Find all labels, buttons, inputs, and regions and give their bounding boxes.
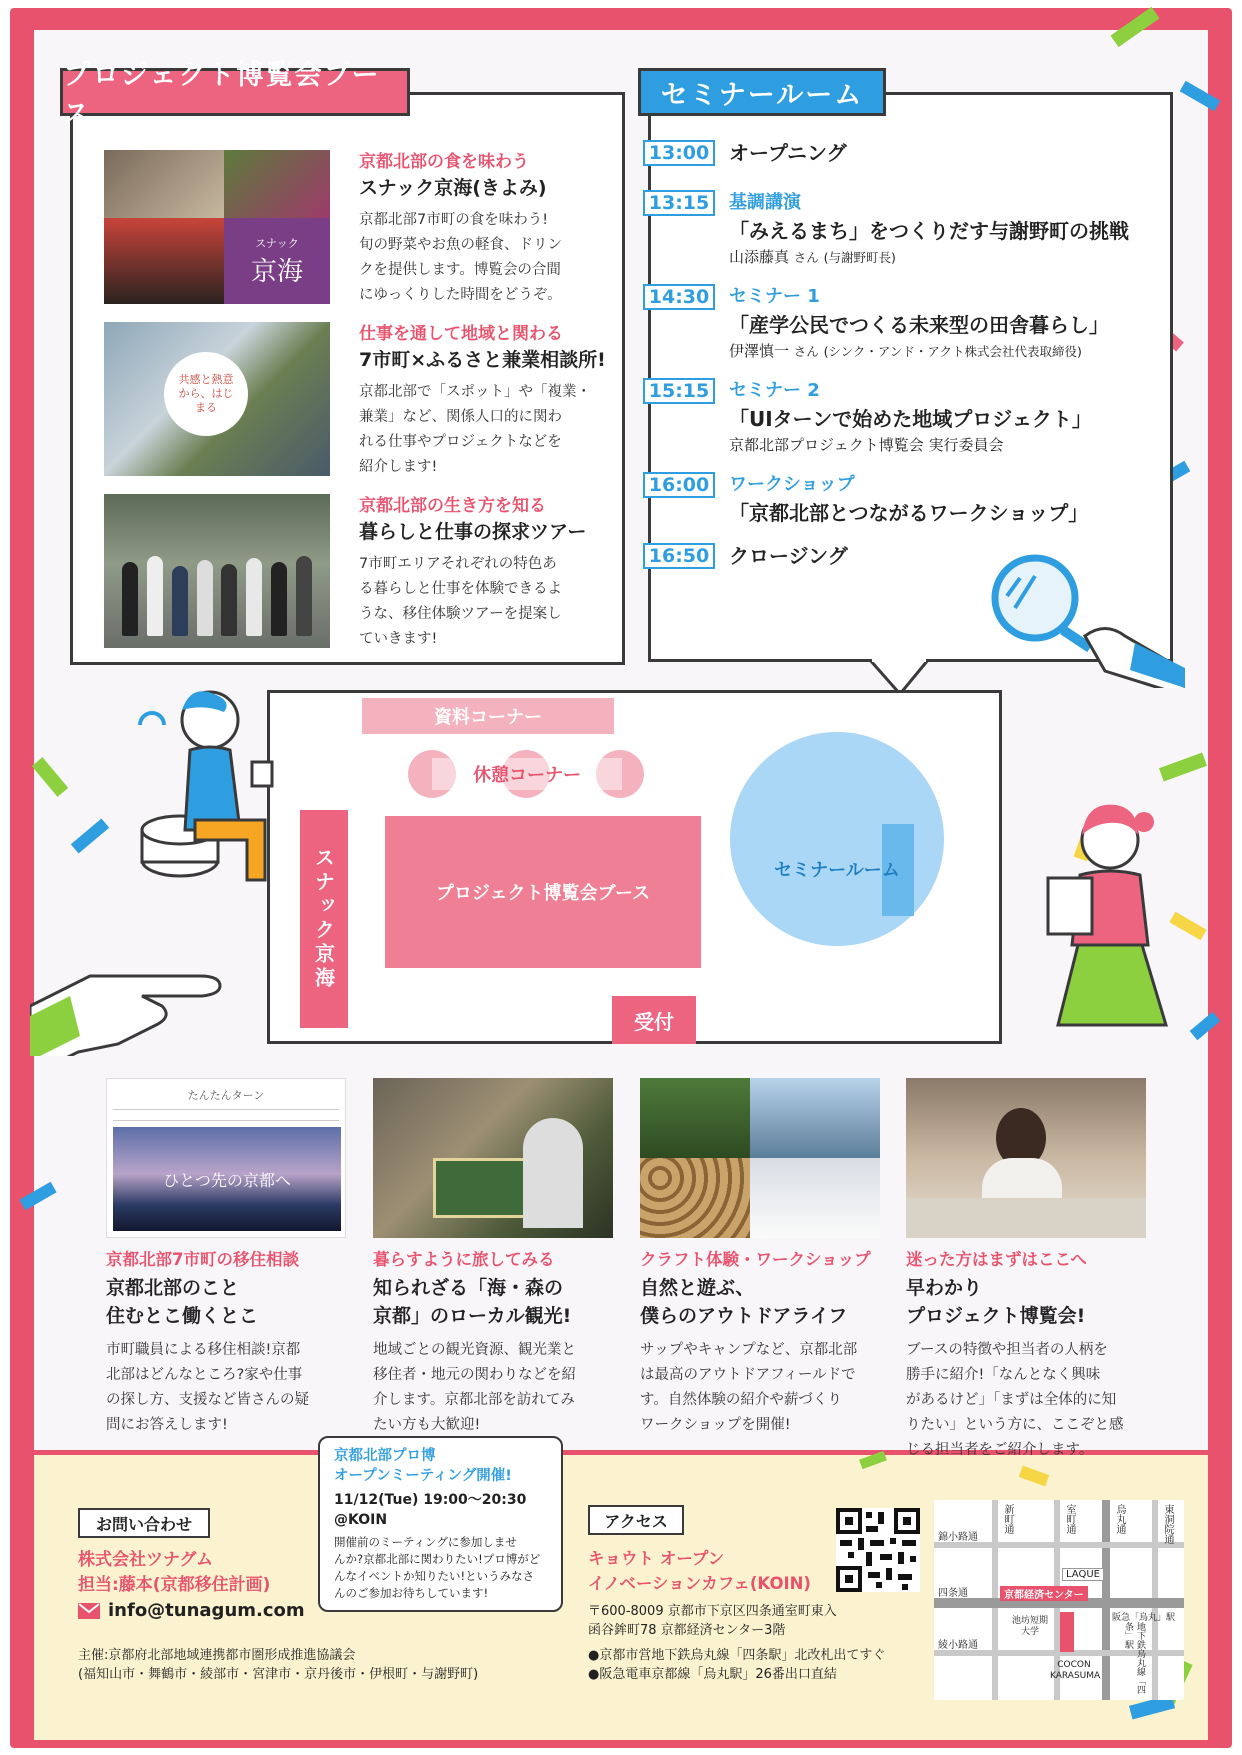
event-body-line: サップやキャンプなど、京都北部 xyxy=(640,1342,858,1358)
woman-clipboard-illustration xyxy=(1040,780,1180,1040)
event-body-line: 介します。京都北部を訪れてみ xyxy=(373,1392,575,1408)
schedule-label: オープニング xyxy=(729,141,847,165)
schedule-label: クロージング xyxy=(729,544,848,568)
meeting-body-line: んのご参加お待ちしています! xyxy=(334,1586,489,1600)
time-badge: 14:30 xyxy=(643,284,715,310)
map-zone-materials: 資料コーナー xyxy=(362,698,614,734)
time-badge: 15:15 xyxy=(643,378,715,404)
tour-body-line: うな、移住体験ツアーを提案し xyxy=(359,606,562,622)
time-badge: 16:50 xyxy=(643,543,715,569)
meeting-body-line: 開催前のミーティングに参加しませ xyxy=(334,1535,517,1549)
event-title-line: 京都」のローカル観光! xyxy=(373,1305,572,1327)
qr-code[interactable] xyxy=(836,1508,920,1592)
event-body xyxy=(106,1338,346,1438)
map-zone-snack-label: スナック京海 xyxy=(311,847,336,991)
venue-marker xyxy=(1060,1612,1074,1652)
snack-body-line: 京都北部7市町の食を味わう! xyxy=(359,212,549,228)
access-label: アクセス xyxy=(588,1505,684,1535)
map-zone-seminar: セミナールーム xyxy=(774,860,900,881)
event-body-line: 移住者・地元の関わりなどを紹 xyxy=(373,1367,576,1383)
schedule-label: セミナー 2 xyxy=(729,380,820,401)
event-body xyxy=(640,1338,880,1438)
map-zone-reception: 受付 xyxy=(612,996,696,1044)
organizer: 主催:京都府北部地域連携都市圏形成推進協議会 xyxy=(78,1648,356,1663)
snack-sign-big: 京海 xyxy=(250,256,303,287)
side-job-body-line: 紹介します! xyxy=(359,459,438,475)
outdoor-photo-collage xyxy=(640,1078,880,1238)
schedule-row-seminar2 xyxy=(643,378,1092,456)
contact-email-row xyxy=(78,1600,318,1621)
side-job-body-line: れる仕事やプロジェクトなどを xyxy=(359,434,562,450)
speaker xyxy=(729,340,1109,363)
schedule-content xyxy=(729,472,1088,528)
snack-photo xyxy=(104,150,330,304)
street-label-v: 東洞院通 xyxy=(1162,1504,1173,1544)
street-label-v: 新町通 xyxy=(1002,1504,1013,1534)
site-logo: たんたんターン xyxy=(187,1089,265,1102)
qr-code-graphic xyxy=(836,1508,920,1592)
side-job-body xyxy=(359,380,619,480)
contact-block xyxy=(78,1548,318,1621)
event-title xyxy=(373,1274,613,1330)
talk-title: 「みえるまち」をつくりだす与謝野町の挑戦 xyxy=(729,219,1129,243)
event-title-line: 知られざる「海・森の xyxy=(373,1277,564,1299)
meeting-title-line: 京都北部プロ博 xyxy=(334,1448,436,1464)
snack-subtitle: 京都北部の食を味わう xyxy=(359,152,529,172)
schedule-content xyxy=(729,543,848,569)
event-body-line: りたい」という方に、ここぞと感 xyxy=(906,1417,1124,1433)
schedule-content xyxy=(729,378,1092,456)
meeting-place: @KOIN xyxy=(334,1512,388,1528)
tour-body-line: る暮らしと仕事を体験できるよ xyxy=(359,581,562,597)
landmark-economic-center: 京都経済センター xyxy=(1000,1586,1088,1601)
landmark-hankyu-station: 阪急「烏丸」駅 xyxy=(1112,1613,1176,1623)
tour-title: 暮らしと仕事の探求ツアー xyxy=(359,521,587,543)
event-body-line: す。自然体験の紹介や薪づくり xyxy=(640,1392,842,1408)
man-sitting-illustration xyxy=(140,680,300,890)
schedule-content xyxy=(729,190,1129,269)
schedule-content xyxy=(729,284,1109,363)
side-job-subtitle: 仕事を通して地域と関わる xyxy=(359,324,563,344)
map-zone-snack xyxy=(300,810,348,1028)
time-badge: 13:15 xyxy=(643,190,715,216)
side-job-badge xyxy=(164,352,248,436)
street-map xyxy=(934,1500,1184,1700)
time-badge: 13:00 xyxy=(643,140,715,166)
street-label-v: 烏丸通 xyxy=(1114,1504,1125,1534)
meeting-title-line: オープンミーティング開催! xyxy=(334,1468,512,1484)
event-body-line: 勝手に紹介!「なんとなく興味 xyxy=(906,1367,1101,1383)
event-outdoor xyxy=(640,1078,880,1438)
address-line: 函谷鉾町78 京都経済センター3階 xyxy=(588,1623,786,1638)
venue-routes xyxy=(588,1646,928,1684)
event-body-line: 地域ごとの観光資源、観光業と xyxy=(373,1342,576,1358)
organizer-block xyxy=(78,1646,548,1684)
event-title xyxy=(640,1274,880,1330)
meeting-body-line: んなイベントか知りたい!というみなさ xyxy=(334,1569,535,1583)
event-body-line: 北部はどんなところ?家や仕事 xyxy=(106,1367,303,1383)
booth-item-snack xyxy=(104,150,604,304)
event-guide xyxy=(906,1078,1146,1463)
speaker-org: (シンク・アンド・アクト株式会社代表取締役) xyxy=(823,344,1082,359)
event-migration xyxy=(106,1078,346,1438)
side-job-title: 7市町×ふるさと兼業相談所! xyxy=(359,349,606,371)
guide-photo xyxy=(906,1078,1146,1238)
booth-item-side-job xyxy=(104,322,604,476)
schedule-label: セミナー 1 xyxy=(729,286,820,307)
snack-body xyxy=(359,208,619,308)
speaker xyxy=(729,246,1129,269)
landmark-laque: LAQUE xyxy=(1062,1568,1104,1581)
address-line: 〒600-8009 京都市下京区四条通室町東入 xyxy=(588,1604,837,1619)
snack-body-line: にゆっくりした時間をどうぞ。 xyxy=(359,287,562,303)
tour-photo xyxy=(104,494,330,648)
street-label-h: 四条通 xyxy=(938,1588,968,1599)
tourism-photo xyxy=(373,1078,613,1238)
schedule-row-keynote xyxy=(643,190,1129,269)
tour-body xyxy=(359,552,619,652)
street-label-h: 錦小路通 xyxy=(938,1532,978,1543)
map-zone-rest: 休憩コーナー xyxy=(432,758,622,790)
booth-item-tour xyxy=(104,494,604,648)
tour-body-line: ていきます! xyxy=(359,631,438,647)
event-subtitle: 迷った方はまずはここへ xyxy=(906,1250,1087,1269)
side-job-text xyxy=(359,322,619,480)
street-label-v: 室町通 xyxy=(1064,1504,1075,1534)
site-banner-text: ひとつ先の京都へ xyxy=(163,1170,291,1190)
route-line: ●京都市営地下鉄烏丸線「四条駅」北改札出てすぐ xyxy=(588,1648,886,1663)
event-title-line: プロジェクト博覧会! xyxy=(906,1305,1086,1327)
landmark-cocon: COCON KARASUMA xyxy=(1050,1660,1101,1681)
landmark-ikenobo: 池坊短期大学 xyxy=(1011,1616,1048,1637)
speaker-suffix: さん xyxy=(793,250,819,265)
speaker-suffix: さん xyxy=(793,344,819,359)
tour-text xyxy=(359,494,619,652)
tour-body-line: 7市町エリアそれぞれの特色あ xyxy=(359,556,557,572)
schedule-label: ワークショップ xyxy=(729,474,855,495)
speaker-org: (与謝野町長) xyxy=(823,250,896,265)
snack-body-line: クを提供します。博覧会の合間 xyxy=(359,262,561,278)
tour-subtitle: 京都北部の生き方を知る xyxy=(359,496,546,516)
talk-title: 「UIターンで始めた地域プロジェクト」 xyxy=(729,407,1092,431)
organizer-members: (福知山市・舞鶴市・綾部市・宮津市・京丹後市・伊根町・与謝野町) xyxy=(78,1667,479,1682)
schedule-row-closing xyxy=(643,543,848,569)
event-subtitle: 京都北部7市町の移住相談 xyxy=(106,1250,299,1269)
event-title-line: 京都北部のこと xyxy=(106,1277,240,1299)
schedule-row-opening xyxy=(643,140,847,166)
schedule-row-workshop xyxy=(643,472,1088,528)
event-body-line: ワークショップを開催! xyxy=(640,1417,791,1433)
migration-site-image xyxy=(106,1078,346,1238)
meeting-title xyxy=(334,1446,547,1486)
side-job-badge-text: 共感と熱意から、はじまる xyxy=(178,373,234,414)
event-title xyxy=(906,1274,1146,1330)
schedule-label: 基調講演 xyxy=(729,192,801,213)
talk-title: 「産学公民でつくる未来型の田舎暮らし」 xyxy=(729,313,1109,337)
event-subtitle: クラフト体験・ワークショップ xyxy=(640,1250,871,1269)
event-body-line: があるけど」「まずは全体的に知 xyxy=(906,1392,1117,1408)
mail-icon xyxy=(78,1603,100,1619)
route-line: ●阪急電車京都線「烏丸駅」26番出口直結 xyxy=(588,1667,837,1682)
snack-title: スナック京海(きよみ) xyxy=(359,177,547,199)
speaker-name: 伊澤慎一 xyxy=(729,342,790,360)
event-body xyxy=(906,1338,1146,1463)
event-title-line: 僕らのアウトドアライフ xyxy=(640,1305,848,1327)
contact-person: 担当:藤本(京都移住計画) xyxy=(78,1575,271,1595)
booth-heading: プロジェクト博覧会ブース xyxy=(60,68,410,116)
side-job-body-line: 兼業」など、関係人口的に関わ xyxy=(359,409,562,425)
contact-company: 株式会社ツナグム xyxy=(78,1550,213,1570)
magnifier-hand-illustration xyxy=(975,548,1185,688)
meeting-body xyxy=(334,1534,547,1602)
schedule-content xyxy=(729,140,847,166)
meeting-body-line: んか?京都北部に関わりたい!プロ博がど xyxy=(334,1552,541,1566)
venue-address xyxy=(588,1602,928,1640)
map-zone-booth: プロジェクト博覧会ブース xyxy=(385,816,701,968)
event-body-line: は最高のアウトドアフィールドで xyxy=(640,1367,856,1383)
event-subtitle: 暮らすように旅してみる xyxy=(373,1250,555,1269)
side-job-body-line: 京都北部で「スポット」や「複業・ xyxy=(359,384,591,400)
side-job-photo xyxy=(104,322,330,476)
contact-label: お問い合わせ xyxy=(78,1508,210,1538)
event-title-line: 早わかり xyxy=(906,1277,983,1299)
landmark-subway-station: 地下鉄烏丸線「四条」駅 xyxy=(1123,1622,1145,1694)
event-title-line: 住むとこ働くとこ xyxy=(106,1305,259,1327)
event-body xyxy=(373,1338,613,1438)
snack-sign-small: スナック xyxy=(255,236,299,250)
schedule-row-seminar1 xyxy=(643,284,1109,363)
seminar-heading: セミナールーム xyxy=(638,68,886,116)
event-title-line: 自然と遊ぶ、 xyxy=(640,1277,755,1299)
event-tourism xyxy=(373,1078,613,1438)
contact-email-link[interactable]: info@tunagum.com xyxy=(108,1600,305,1621)
event-body-line: たい方も大歓迎! xyxy=(373,1417,481,1433)
meeting-date: 11/12(Tue) 19:00〜20:30 xyxy=(334,1492,527,1508)
street-label-h: 綾小路通 xyxy=(938,1640,978,1651)
meeting-datetime xyxy=(334,1490,547,1530)
venue-name-line2: イノベーションカフェ(KOIN) xyxy=(588,1574,811,1593)
snack-body-line: 旬の野菜やお魚の軽食、ドリン xyxy=(359,237,562,253)
event-body-line: ブースの特徴や担当者の人柄を xyxy=(906,1342,1108,1358)
event-body-line: の探し方、支援など皆さんの疑 xyxy=(106,1392,309,1408)
talk-title: 「京都北部とつながるワークショップ」 xyxy=(729,501,1089,525)
event-body-line: 問にお答えします! xyxy=(106,1417,228,1433)
speaker-name: 山添藤真 xyxy=(729,248,790,266)
snack-text xyxy=(359,150,619,308)
speaker: 京都北部プロジェクト博覧会 実行委員会 xyxy=(729,436,1004,454)
event-body-line: 市町職員による移住相談!京都 xyxy=(106,1342,301,1358)
event-body-line: じる担当者をご紹介します。 xyxy=(906,1442,1094,1458)
venue-name-line1: キョウト オープン xyxy=(588,1549,725,1568)
open-meeting-callout xyxy=(318,1436,563,1612)
time-badge: 16:00 xyxy=(643,472,715,498)
event-title xyxy=(106,1274,346,1330)
hand-pointing-illustration xyxy=(30,946,240,1056)
